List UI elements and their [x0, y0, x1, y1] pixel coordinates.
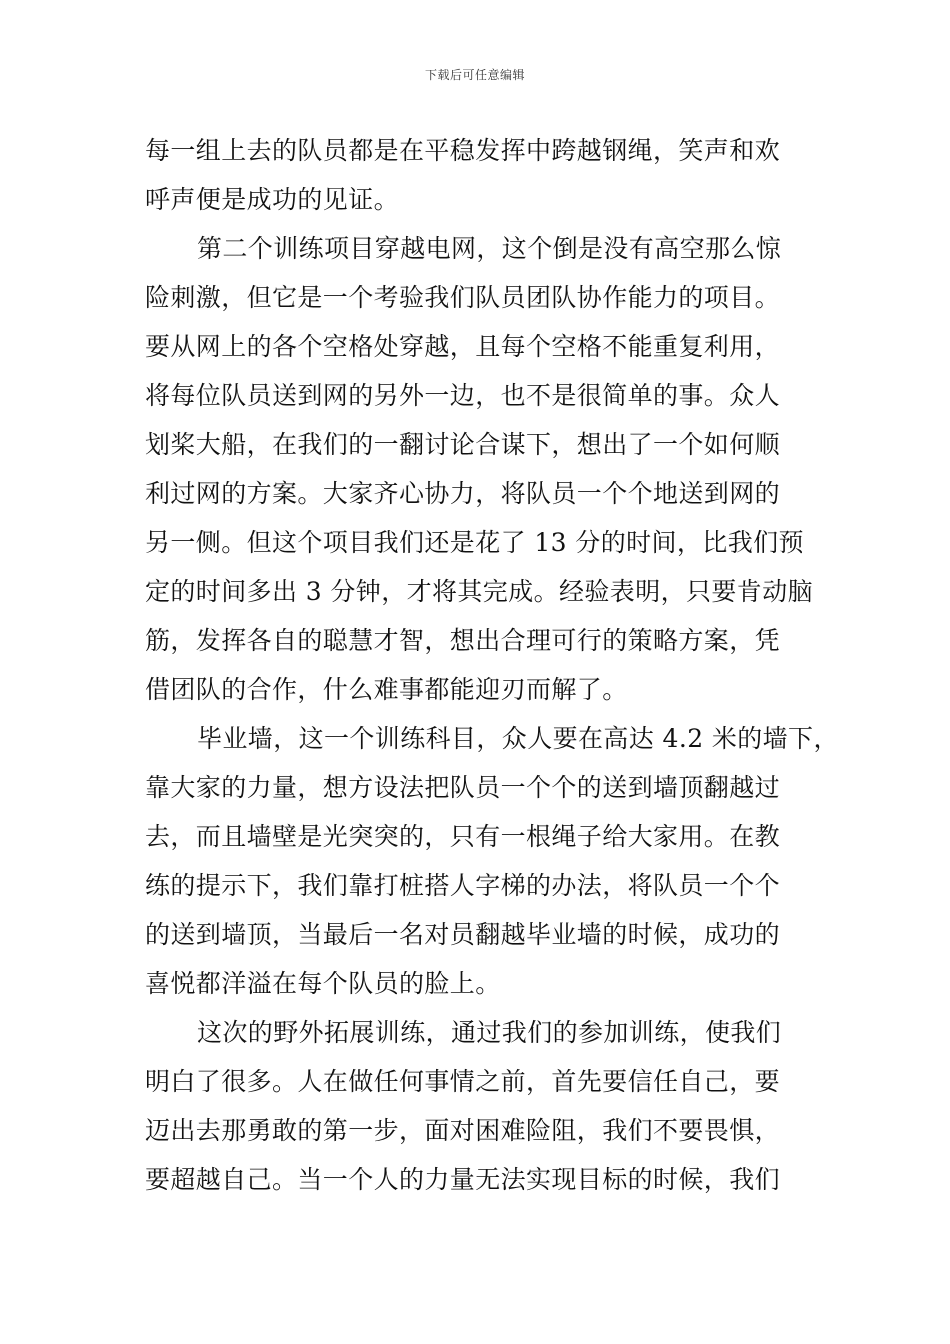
text-line: 筋，发挥各自的聪慧才智，想出合理可行的策略方案，凭 [145, 626, 781, 655]
text-line: 划桨大船，在我们的一翻讨论合谋下，想出了一个如何顺 [145, 430, 781, 459]
text-line: 利过网的方案。大家齐心协力，将队员一个个地送到网的 [145, 479, 781, 508]
body-text [145, 126, 839, 1204]
text-line: 要从网上的各个空格处穿越，且每个空格不能重复利用， [145, 332, 781, 361]
text-line: 喜悦都洋溢在每个队员的脸上。 [145, 969, 501, 998]
text-line: 将每位队员送到网的另外一边，也不是很简单的事。众人 [145, 381, 781, 410]
text-line: 要超越自己。当一个人的力量无法实现目标的时候，我们 [145, 1165, 781, 1194]
page-header-note: 下载后可任意编辑 [424, 68, 525, 82]
text-line: 每一组上去的队员都是在平稳发挥中跨越钢绳，笑声和欢 [145, 136, 781, 165]
text-line: 去，而且墙壁是光突突的，只有一根绳子给大家用。在教 [145, 822, 781, 851]
text-line: 另一侧。但这个项目我们还是花了 13 分的时间，比我们预 [145, 528, 804, 557]
paragraph-start-line: 这次的野外拓展训练，通过我们的参加训练，使我们 [197, 1018, 782, 1047]
text-line: 的送到墙顶，当最后一名对员翻越毕业墙的时候，成功的 [145, 920, 781, 949]
text-line: 迈出去那勇敢的第一步，面对困难险阻，我们不要畏惧， [145, 1116, 781, 1145]
paragraph-start-line: 毕业墙，这一个训练科目，众人要在高达 4.2 米的墙下， [197, 724, 839, 753]
text-line: 险刺激，但它是一个考验我们队员团队协作能力的项目。 [145, 283, 781, 312]
text-line: 明白了很多。人在做任何事情之前，首先要信任自己，要 [145, 1067, 781, 1096]
text-line: 定的时间多出 3 分钟，才将其完成。经验表明，只要肯动脑 [145, 577, 814, 606]
text-line: 借团队的合作，什么难事都能迎刃而解了。 [145, 675, 628, 704]
text-line: 呼声便是成功的见证。 [145, 185, 400, 214]
text-line: 练的提示下，我们靠打桩搭人字梯的办法，将队员一个个 [145, 871, 781, 900]
text-line: 靠大家的力量，想方设法把队员一个个的送到墙顶翻越过 [145, 773, 781, 802]
paragraph-start-line: 第二个训练项目穿越电网，这个倒是没有高空那么惊 [197, 234, 782, 263]
